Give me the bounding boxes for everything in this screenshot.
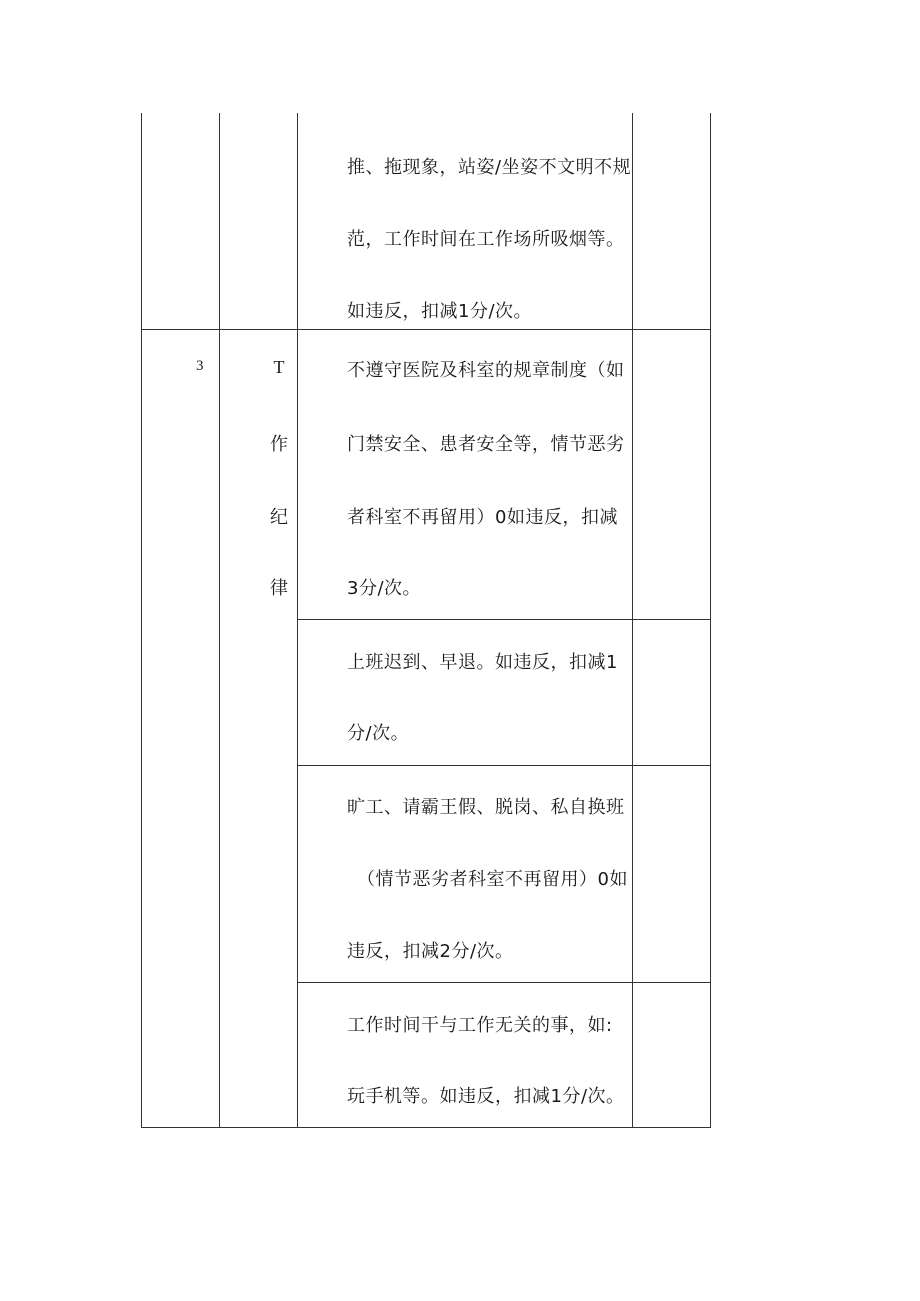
- category-char: 作: [270, 434, 288, 455]
- category-char: 律: [270, 578, 288, 599]
- content-line: 违反，扣减2分/次。: [347, 941, 514, 962]
- table-border-bottom: [141, 1127, 711, 1128]
- category-char: 纪: [270, 507, 288, 528]
- content-line: 上班迟到、早退。如违反，扣减1: [347, 652, 618, 673]
- content-line: 玩手机等。如违反，扣减1分/次。: [347, 1086, 625, 1107]
- content-line: 门禁安全、患者安全等，情节恶劣: [347, 434, 625, 455]
- content-line: 不遵守医院及科室的规章制度（如: [347, 360, 625, 381]
- table-divider-category: [297, 113, 298, 1128]
- content-line: 如违反，扣减1分/次。: [347, 301, 533, 322]
- category-char: T: [273, 357, 285, 377]
- content-line: （情节恶劣者科室不再留用）0如: [357, 869, 628, 890]
- content-line: 旷工、请霸王假、脱岗、私自换班: [347, 797, 625, 818]
- row-separator-section: [141, 329, 711, 330]
- row-separator-2: [297, 765, 711, 766]
- table-divider-content: [632, 113, 633, 1128]
- content-line: 3分/次。: [347, 578, 422, 599]
- content-line: 范，工作时间在工作场所吸烟等。: [347, 229, 625, 250]
- content-line: 工作时间干与工作无关的事，如:: [347, 1015, 613, 1036]
- row-separator-1: [297, 619, 711, 620]
- table-border-right: [710, 113, 711, 1128]
- content-line: 者科室不再留用）0如违反，扣减: [347, 507, 618, 528]
- table-border-left: [141, 113, 142, 1128]
- row-separator-3: [297, 982, 711, 983]
- section-number: 3: [196, 358, 204, 374]
- content-line: 分/次。: [347, 723, 410, 744]
- content-line: 推、拖现象，站姿/坐姿不文明不规: [347, 157, 632, 178]
- table-divider-number: [219, 113, 220, 1128]
